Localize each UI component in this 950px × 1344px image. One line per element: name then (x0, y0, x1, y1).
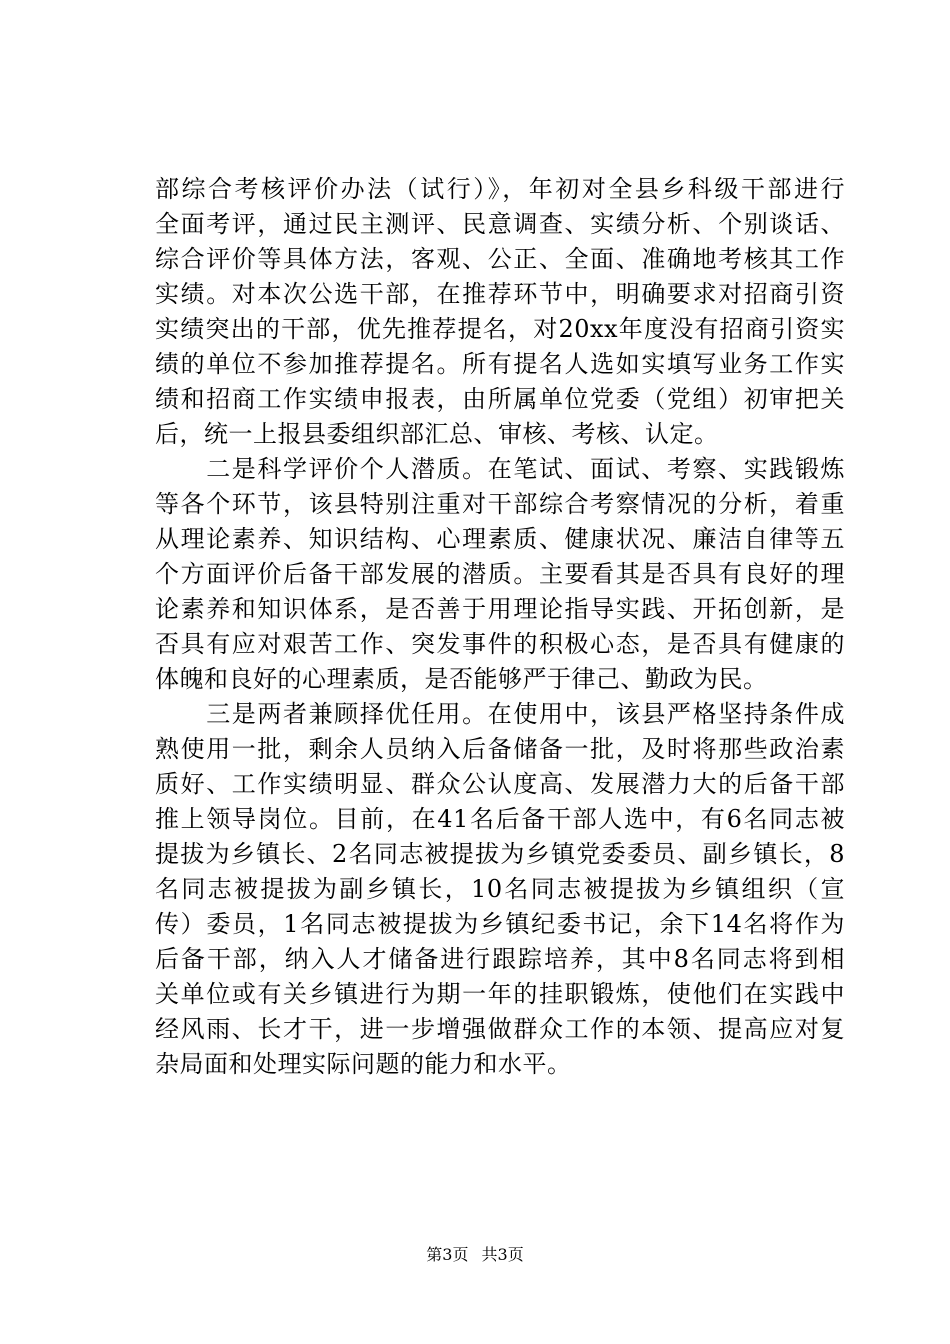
text-line: 实绩突出的干部，优先推荐提名，对20xx年度没有招商引资实 (155, 315, 845, 343)
page-total: 共3页 (481, 1245, 524, 1264)
text-line: 实绩。对本次公选干部，在推荐环节中，明确要求对招商引资 (155, 280, 845, 308)
text-line: 质好、工作实绩明显、群众公认度高、发展潜力大的后备干部 (155, 770, 845, 798)
text-line: 名同志被提拔为副乡镇长，10名同志被提拔为乡镇组织（宣 (155, 875, 845, 903)
text-line: 杂局面和处理实际问题的能力和水平。 (155, 1050, 572, 1078)
document-body (155, 172, 845, 1082)
text-line: 后备干部，纳入人才储备进行跟踪培养，其中8名同志将到相 (155, 945, 845, 973)
text-line: 体魄和良好的心理素质，是否能够严于律己、勤政为民。 (155, 665, 768, 693)
text-line: 综合评价等具体方法，客观、公正、全面、准确地考核其工作 (155, 245, 845, 273)
text-line: 关单位或有关乡镇进行为期一年的挂职锻炼，使他们在实践中 (155, 980, 845, 1008)
text-line: 部综合考核评价办法（试行）》，年初对全县乡科级干部进行 (155, 175, 845, 203)
text-line: 否具有应对艰苦工作、突发事件的积极心态，是否具有健康的 (155, 630, 845, 658)
text-line: 三是两者兼顾择优任用。在使用中，该县严格坚持条件成 (155, 700, 845, 728)
text-line: 熟使用一批，剩余人员纳入后备储备一批，及时将那些政治素 (155, 735, 845, 763)
text-line: 传）委员，1名同志被提拔为乡镇纪委书记，余下14名将作为 (155, 910, 845, 938)
text-line: 论素养和知识体系，是否善于用理论指导实践、开拓创新，是 (155, 595, 845, 623)
text-line: 等各个环节，该县特别注重对干部综合考察情况的分析，着重 (155, 490, 845, 518)
page-number: 第3页 (426, 1245, 469, 1264)
text-line: 绩和招商工作实绩申报表，由所属单位党委（党组）初审把关 (155, 385, 845, 413)
text-line: 提拔为乡镇长、2名同志被提拔为乡镇党委委员、副乡镇长，8 (155, 840, 845, 868)
text-line: 绩的单位不参加推荐提名。所有提名人选如实填写业务工作实 (155, 350, 845, 378)
text-line: 全面考评，通过民主测评、民意调查、实绩分析、个别谈话、 (155, 210, 845, 238)
text-line: 二是科学评价个人潜质。在笔试、面试、考察、实践锻炼 (155, 455, 845, 483)
text-line: 个方面评价后备干部发展的潜质。主要看其是否具有良好的理 (155, 560, 845, 588)
page-footer (0, 1244, 950, 1266)
text-line: 经风雨、长才干，进一步增强做群众工作的本领、提高应对复 (155, 1015, 845, 1043)
text-line: 推上领导岗位。目前，在41名后备干部人选中，有6名同志被 (155, 805, 845, 833)
text-line: 后，统一上报县委组织部汇总、审核、考核、认定。 (155, 420, 719, 448)
text-line: 从理论素养、知识结构、心理素质、健康状况、廉洁自律等五 (155, 525, 845, 553)
